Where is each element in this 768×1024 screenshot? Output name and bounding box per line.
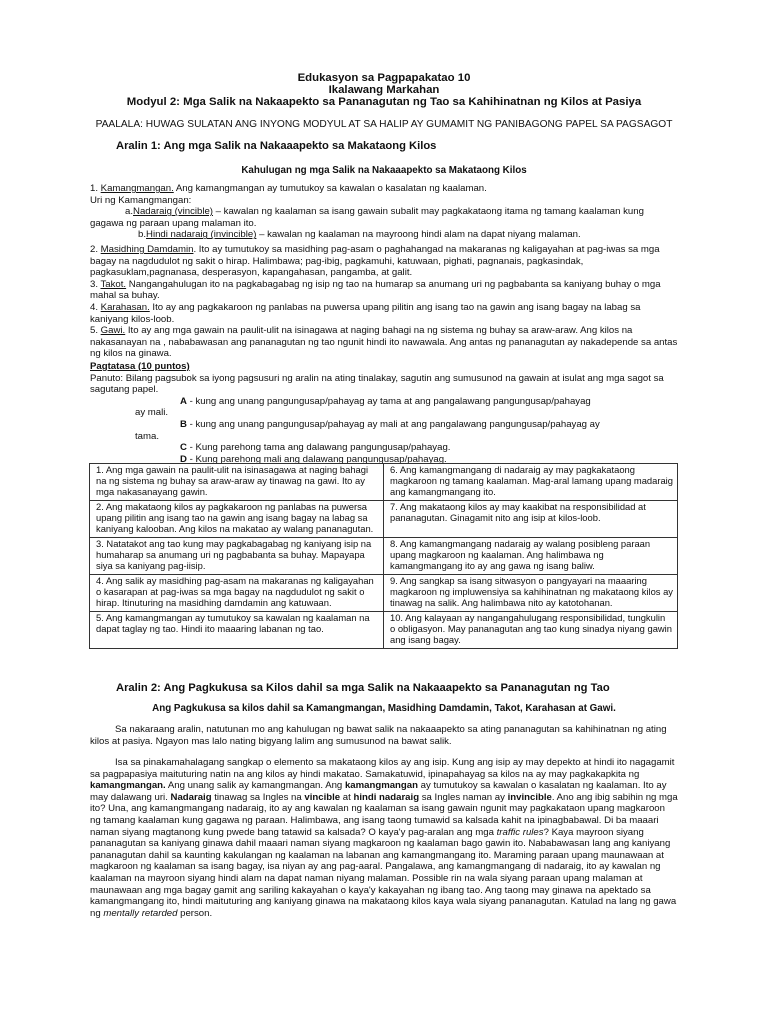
body-text: Ang unang salik ay kamangmangan. Ang <box>165 780 345 792</box>
body-text: Isa sa pinakamahalagang sangkap o elemento sa makataong kilos ay ang isip. Kung ang isip ay may depekto at hindi ito nagagamit sa pagpapasiya maituturing natin na ang kilos ay hindi makatao. Samakatuwid, ipinapahayag sa kilos na ay may pagkakapkita ng <box>90 757 675 780</box>
bold-term: invincible <box>507 791 552 803</box>
assessment-title: Pagtatasa (10 puntos) <box>90 361 190 372</box>
sub-prefix-b: b. <box>138 229 147 241</box>
module-title: Modyul 2: Mga Salik na Nakaapekto sa Pananagutan ng Tao sa Kahihinatnan ng Kilos at Pasiya <box>126 96 642 108</box>
quarter-title: Ikalawang Markahan <box>328 84 440 96</box>
bold-term: kamangmangan <box>344 780 418 792</box>
lesson-2-intro-paragraph <box>90 724 678 747</box>
item-text: Nangangahulugan ito na pagkabagabag ng isip ng tao na humarap sa anumang uri ng pagbabanta sa kaniyang buhay o mga mahal sa buhay. <box>90 278 661 302</box>
body-text: . Ano ang ibig sabihin ng mga ito? Una, ang kamangmangang nadaraig, ito ay ang kawalan ng kaalaman sa isang gawain ngunit may pagkakataon upang magkaroon ng tamang kaalaman kung gagawa ng paraan. Halimbawa, ang isang taong tumawid sa kalsada kahit na ipinagbabawal. Di ba maaari naman siyang magtanong kung pwede bang tatawid sa kalsada? O kaya'y pag-aralan ang mga <box>90 791 678 838</box>
body-text: sa Ingles naman ay <box>419 791 508 803</box>
table-row <box>90 464 678 501</box>
bold-term: vincible <box>304 791 341 803</box>
item-text: Ito ay ang mga gawain na paulit-ulit na isinagawa at naging bahagi na ng sistema ng buhay sa araw-araw. Ang kilos na nakasanayan na , nababawasan ang pananagutan ng tao ngunit hindi ito nawawala. Ang antas ng pananagutan ay nakadepende sa antas ng kilos na ginawa. <box>90 325 678 360</box>
choice-d-letter: D <box>180 453 187 465</box>
question-cell: 7. Ang makataong kilos ay may kaakibat na responsibilidad at pananagutan. Ginagamit nito ang isip at kilos-loob. <box>384 501 678 538</box>
item-number: 2. <box>90 244 101 255</box>
body-text: at <box>340 791 354 803</box>
choice-c-letter: C <box>180 442 187 454</box>
sub-text-b: – kawalan ng kaalaman na mayroong hindi alam na dapat niyang malaman. <box>256 229 581 241</box>
subject-title: Edukasyon sa Pagpapakatao 10 <box>297 72 471 84</box>
italic-term: traffic rules <box>496 826 544 838</box>
table-row <box>90 612 678 649</box>
term-nadaraig: Nadaraig (vincible) <box>133 206 213 218</box>
choice-b-text: - kung ang unang pangungusap/pahayag ay mali at ang pangalawang pangungusap/pahayag ay <box>186 418 600 430</box>
reminder-note: PAALALA: HUWAG SULATAN ANG INYONG MODYUL AT SA HALIP AY GUMAMIT NG PANIBAGONG PAPEL SA PAGSAGOT <box>95 119 673 130</box>
question-cell: 1. Ang mga gawain na paulit-ulit na isinasagawa at naging bahagi na ng sistema ng buhay sa araw-araw ay tinawag na gawi. Ito ay mga nakasanayang gawin. <box>90 464 384 501</box>
choice-a-text: - kung ang unang pangungusap/pahayag ay tama at ang pangalawang pangungusap/pahayag <box>186 395 591 407</box>
table-row <box>90 575 678 612</box>
term-karahasan: Karahasan. <box>100 301 150 313</box>
question-cell: 9. Ang sangkap sa isang sitwasyon o pangyayari na maaaring magkaroon ng impluwensiya sa kahihinatnan ng makataong kilos ay tinawag na salik. Ang halimbawa nito ay katotohanan. <box>384 575 678 612</box>
choice-d-text: - Kung parehong mali ang dalawang pangungusap/pahayag. <box>186 453 447 465</box>
assessment-section <box>90 361 678 465</box>
item-number: 3. <box>90 278 101 290</box>
body-text: ? Kaya mayroon siyang pananagutan sa kaniyang ginawa dahil maaari naman siyang magkaroon ng kaalaman bago gawin ito. Nababawasan lang ang kaniyang pananagutan dahil sa kaunting kakulangan ng kaalaman na labanan ang kamangmangang ito. Maraming paraan upang maunawaan at magkaroon ng kaalaman sa isang bagay, isa niyan ay ang pag-aaral. Pangalawa, ang kamangmangang di nadaraig, ito ay kawalan ng kaalaman na mayroon siyang hindi alam na dapat naman niyang malaman. Possible rin na wala siyang paraan upang malaman at maunawaan ang mga bagay gamit ang sariling kakayahan o kaya'y kakayahan ng ibang tao. Ang taong may ginawa na apektado sa kamangmangang ito, hindi maituturing ang kaniyang ginawa na makataong kilos kaya wala siyang pananagutan. Katulad na lang ng gawa ng <box>90 826 677 919</box>
choice-a-letter: A <box>180 395 187 407</box>
bold-term: kamangmangan. <box>90 780 166 792</box>
question-cell: 5. Ang kamangmangan ay tumutukoy sa kawalan ng kaalaman na dapat taglay ng tao. Hindi ito maaaring labanan ng tao. <box>90 612 384 649</box>
item-text: . Ito ay tumutukoy sa masidhing pag-asam o paghahangad na makaranas ng kaligayahan at pag-iwas sa mga bagay na nagdudulot ng sakit o hirap. Halimbawa; pag-ibig, pagkamuhi, katuwaan, pighati, pagnanais, pagkasindak, pagkasuklam,pagnanasa, desperasyon, kapangahasan, pangamba, at galit. <box>90 244 660 279</box>
term-gawi: Gawi. <box>100 325 126 337</box>
body-text: tinawag sa Ingles na <box>211 791 305 803</box>
choice-b-letter: B <box>180 418 187 430</box>
question-cell: 10. Ang kalayaan ay nangangahulugang responsibilidad, tungkulin o obligasyon. May pananagutan ang tao kung sinadya niyang gawin ang isang bagay. <box>384 612 678 649</box>
question-cell: 8. Ang kamangmangang nadaraig ay walang posibleng paraan upang magkaroon ng kaalaman. Ang halimbawa ng kamangmangang ito ay ang gawa ng isang baliw. <box>384 538 678 575</box>
choice-c-text: - Kung parehong tama ang dalawang pangungusap/pahayag. <box>186 442 451 454</box>
lesson-2-body-paragraph <box>90 757 678 919</box>
question-cell: 4. Ang salik ay masidhing pag-asam na makaranas ng kaligayahan o kasarapan at pag-iwas sa mga bagay na nagdudulot ng sakit o hirap. Itinuturing na masidhing damdamin ang katuwaan. <box>90 575 384 612</box>
italic-term: mentally retarded <box>103 907 178 919</box>
question-cell: 6. Ang kamangmangang di nadaraig ay may pagkakataong magkaroon ng tamang kaalaman. Mag-aral lamang upang madaraig ang kamangmangang ito. <box>384 464 678 501</box>
body-text: ay tumutukoy sa kawalan o kasalatan ng kaalaman. Ito ay may dalawang uri. <box>90 780 667 803</box>
term-hindi-nadaraig: Hindi nadaraig (invincible) <box>146 229 257 241</box>
item-number: 1. <box>90 183 101 194</box>
term-takot: Takot. <box>100 278 127 290</box>
assessment-instructions: Panuto: Bilang pagsubok sa iyong pagsusuri ng aralin na ating tinalakay, sagutin ang sumusunod na gawain at isulat ang mga sagot sa sagutang papel. <box>90 372 664 396</box>
lesson-1-subtitle: Kahulugan ng mga Salik na Nakaaapekto sa Makataong Kilos <box>241 165 527 176</box>
factor-item-ignorance <box>90 183 678 241</box>
item-number: 5. <box>90 325 101 337</box>
sub-text-a: – kawalan ng kaalaman sa isang gawain subalit may pagkakataong itama ng tamang kaalaman kung gagawa ng paraan upang malaman ito. <box>90 206 644 229</box>
bold-term: Nadaraig <box>170 791 212 803</box>
item-text: Ito ay ang pagkakaroon ng panlabas na puwersa upang pilitin ang isang tao na gawin ang isang bagay na labag sa kaniyang kilos-loob. <box>90 301 641 325</box>
body-text: person. <box>177 907 213 919</box>
choice-b-continuation: tama. <box>135 430 159 442</box>
item-text: Ang kamangmangan ay tumutukoy sa kawalan o kasalatan ng kaalaman. <box>173 183 487 194</box>
table-row <box>90 538 678 575</box>
table-row <box>90 501 678 538</box>
item-number: 4. <box>90 301 101 313</box>
lesson-2-title: Aralin 2: Ang Pagkukusa sa Kilos dahil sa mga Salik na Nakaaapekto sa Pananagutan ng Tao <box>116 682 610 694</box>
bold-term: hindi nadaraig <box>353 791 420 803</box>
factor-items-2-5 <box>90 244 678 360</box>
types-label: Uri ng Kamangmangan: <box>90 194 192 206</box>
sub-prefix-a: a. <box>125 206 134 218</box>
intro-text: Sa nakaraang aralin, natutunan mo ang kahulugan ng bawat salik na nakaaapekto sa ating pananagutan sa kahihinatnan ng ating kilos at pasiya. Ngayon mas lalo nating bigyang lalim ang sumusunod na bawat salik. <box>90 724 667 747</box>
question-cell: 2. Ang makataong kilos ay pagkakaroon ng panlabas na puwersa upang pilitin ang isang tao na gawin ang isang bagay na labag sa kaniyang kalooban. Ang kilos na makatao ay walang pananagutan. <box>90 501 384 538</box>
term-kamangmangan: Kamangmangan. <box>100 183 174 194</box>
term-masidhing-damdamin: Masidhing Damdamin <box>100 244 194 255</box>
question-cell: 3. Natatakot ang tao kung may pagkabagabag ng kaniyang isip na humaharap sa anumang uri ng pagbabanta sa buhay. Mapayapa siya sa kaniyang pag-iisip. <box>90 538 384 575</box>
choice-a-continuation: ay mali. <box>135 407 169 419</box>
lesson-1-title: Aralin 1: Ang mga Salik na Nakaaapekto sa Makataong Kilos <box>116 140 437 152</box>
lesson-2-subtitle: Ang Pagkukusa sa kilos dahil sa Kamangmangan, Masidhing Damdamin, Takot, Karahasan at Gawi. <box>152 703 616 714</box>
questions-table <box>89 463 678 649</box>
